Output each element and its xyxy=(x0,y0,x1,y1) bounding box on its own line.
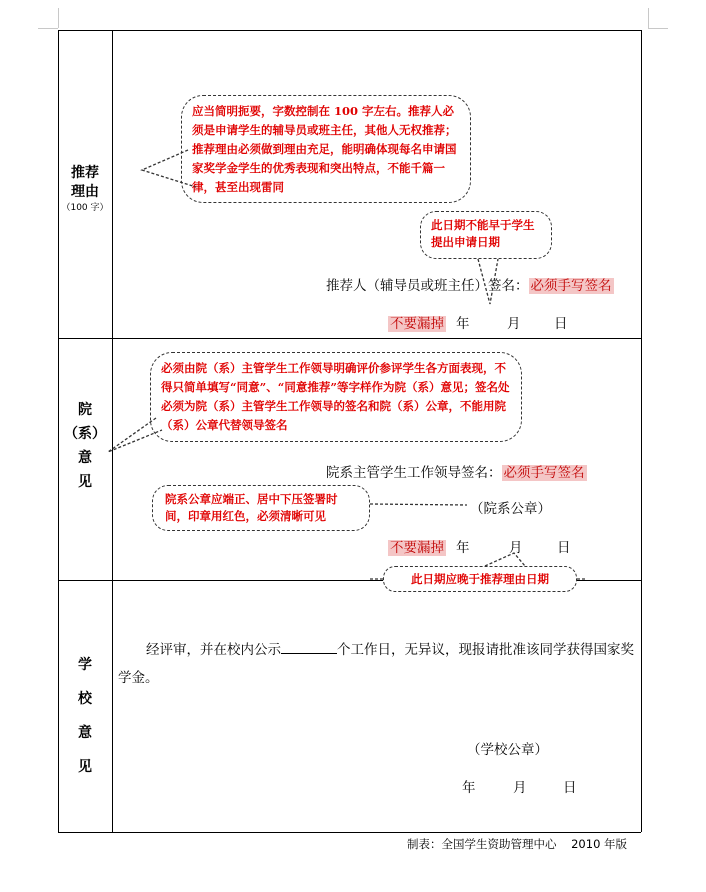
dept-date-note: 不要漏掉 xyxy=(390,540,444,556)
school-date-month: 月 xyxy=(513,780,527,796)
dept-signer-label: 院系主管学生工作领导签名： xyxy=(326,465,502,481)
dept-label-char: 意 xyxy=(78,450,92,466)
school-seal-label: （学校公章） xyxy=(467,742,548,758)
school-body-part2: 个工作日，无异议，现报请批准该同学获得国家奖学金。 xyxy=(118,642,634,686)
school-label-char: 学 xyxy=(78,657,92,673)
recommend-label-line1: 推荐 xyxy=(71,165,99,181)
school-body-part1: 经评审，并在校内公示 xyxy=(146,642,281,658)
school-label-char: 见 xyxy=(78,759,92,775)
dept-opinion-callout-text: 必须由院（系）主管学生工作领导明确评价参评学生各方面表现，不得只简单填写“同意”、“同意推荐”等字样作为院（系）意见；签名处必须为院（系）主管学生工作领导的签名和院（系）公章，不能用院（系）公章代替领导签名 xyxy=(161,361,510,432)
recommend-signer-label: 推荐人（辅导员或班主任）签名： xyxy=(326,278,529,294)
recommend-signature-note: 必须手写签名 xyxy=(530,278,612,294)
school-date-day: 日 xyxy=(563,780,577,796)
recommend-label-line2: 理由 xyxy=(71,184,99,200)
recommend-date-callout-tail xyxy=(478,259,498,304)
recommend-date-month: 月 xyxy=(507,316,521,332)
dept-date-callout-tail xyxy=(485,553,525,566)
dept-date-month: 月 xyxy=(509,540,523,556)
dept-callout-tail xyxy=(108,418,162,452)
recommend-date-callout-text: 此日期不能早于学生提出申请日期 xyxy=(431,218,535,249)
footer-note: 制表：全国学生资助管理中心 2010 年版 xyxy=(407,837,628,851)
dept-date-year: 年 xyxy=(456,540,470,556)
dept-seal-label: （院系公章） xyxy=(470,501,551,517)
recommend-date-note: 不要漏掉 xyxy=(390,316,444,332)
recommend-callout-tail xyxy=(142,150,196,187)
school-label-char: 校 xyxy=(78,691,92,707)
dept-signature-note: 必须手写签名 xyxy=(503,465,585,481)
recommend-date-year: 年 xyxy=(456,316,470,332)
recommend-reason-callout-text: 应当简明扼要，字数控制在 100 字左右。推荐人必须是申请学生的辅导员或班主任，其他人无权推荐；推荐理由必须做到理由充足，能明确体现每名申请国家奖学金学生的优秀表现和突出特点，不能千篇一律，甚至出现雷同 xyxy=(192,104,457,194)
recommend-date-day: 日 xyxy=(554,316,568,332)
dept-date-callout-text: 此日期应晚于推荐理由日期 xyxy=(411,572,549,586)
dept-seal-callout-tail xyxy=(370,504,467,505)
school-label-char: 意 xyxy=(78,725,92,741)
dept-date-day: 日 xyxy=(557,540,571,556)
dept-label-char: （系） xyxy=(64,426,106,442)
dept-seal-callout-text: 院系公章应端正、居中下压签署时间，印章用红色，必须清晰可见 xyxy=(165,492,338,523)
recommend-label-note: （100 字） xyxy=(61,203,109,213)
dept-label-char: 见 xyxy=(78,474,92,490)
school-date-year: 年 xyxy=(462,780,476,796)
dept-label-char: 院 xyxy=(78,402,92,418)
